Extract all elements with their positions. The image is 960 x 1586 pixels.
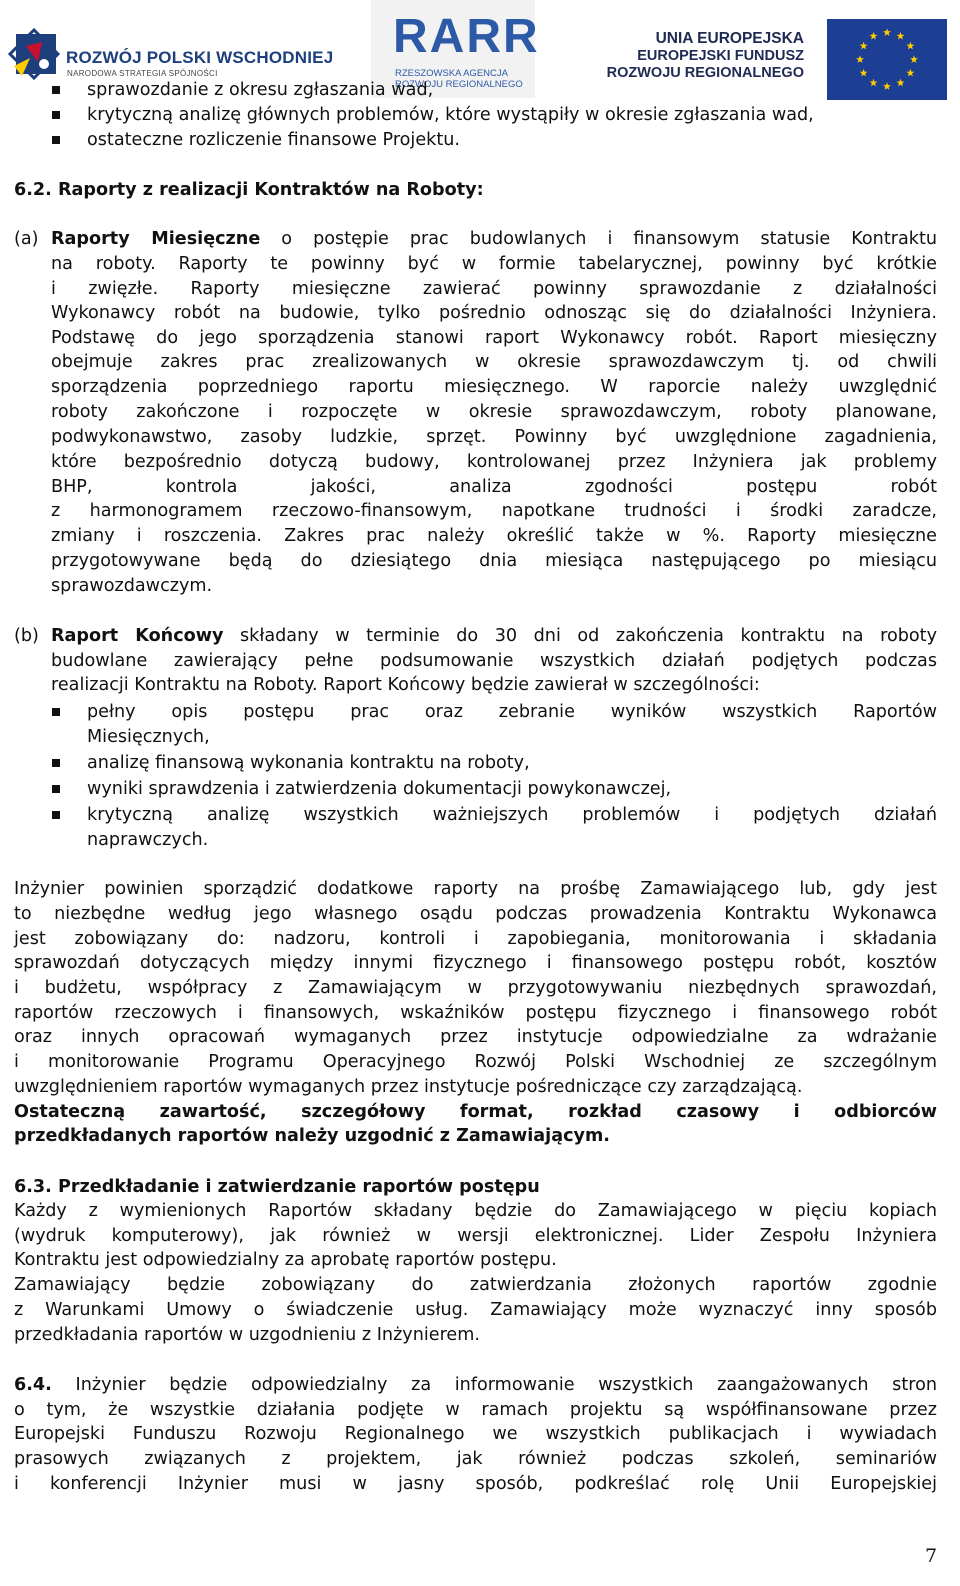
list-item-text: wyniki sprawdzenia i zatwierdzenia dokumentacji powykonawczej, [87, 779, 672, 799]
list-item-text: Miesięcznych, [87, 727, 210, 747]
list-item-text: sprawozdanie z okresu zgłaszania wad, [87, 80, 434, 100]
text-run: o postępie prac budowlanych i finansowym statusie Kontraktu [260, 229, 937, 249]
eu-text [607, 29, 804, 82]
paragraph-a-line: roboty zakończone i rozpoczęte w okresie sprawozdawczym, roboty planowane, [51, 402, 937, 422]
paragraph-a-line: przygotowywane będą do dziesiątego dnia miesiąca następującego po miesiącu [51, 551, 937, 571]
bullet-icon [52, 759, 60, 767]
paragraph-line: uwzględnieniem raportów wymaganych przez instytucje pośredniczące czy zarządzającą. [14, 1077, 803, 1097]
item-label-b: (b) [14, 626, 39, 646]
bold-term: Raport Końcowy [51, 626, 224, 646]
paragraph-line: Inżynier powinien sporządzić dodatkowe raporty na prośbę Zamawiającego lub, gdy jest [14, 879, 937, 899]
paragraph-a-line: zmiany i roszczenia. Zakres prac należy określić także w %. Raporty miesięczne [51, 526, 937, 546]
rarr-sub-line-2: ROZWOJU REGIONALNEGO [395, 79, 523, 90]
paragraph-line: i konferencji Inżynier musi w jasny sposób, podkreślać rolę Unii Europejskiej [14, 1474, 937, 1494]
paragraph-line: Każdy z wymienionych Raportów składany będzie do Zamawiającego w pięciu kopiach [14, 1201, 937, 1221]
bullet-icon [52, 86, 60, 94]
paragraph-a-line: podwykonawstwo, zasoby ludzkie, sprzęt. Powinny być uwzględnione zagadnienia, [51, 427, 937, 447]
paragraph-line: i monitorowanie Programu Operacyjnego Rozwój Polski Wschodniej ze szczególnym [14, 1052, 937, 1072]
paragraph-a-line: z harmonogramem rzeczowo-finansowym, napotkane trudności i środki zaradcze, [51, 501, 937, 521]
rarr-sub-line-1: RZESZOWSKA AGENCJA [395, 68, 508, 79]
paragraph-line: i budżetu, współpracy z Zamawiającym w przygotowywaniu niezbędnych sprawozdań, [14, 978, 937, 998]
paragraph-line: o tym, że wszystkie działania podjęte w ramach projektu są współfinansowane przez [14, 1400, 937, 1420]
paragraph-line: (wydruk komputerowy), jak również w wersji elektronicznej. Lider Zespołu Inżyniera [14, 1226, 937, 1246]
bullet-icon [52, 811, 60, 819]
section-6-4-line [14, 1373, 937, 1398]
paragraph-line: jest zobowiązany do: nadzoru, kontroli i zapobiegania, monitorowania i składania [14, 929, 937, 949]
list-item-text: naprawczych. [87, 830, 209, 850]
paragraph-b-line [51, 624, 937, 649]
paragraph-line: raportów rzeczowych i finansowych, wskaźników postępu fizycznego i finansowego robót [14, 1003, 937, 1023]
text-run: składany w terminie do 30 dni od zakończenia kontraktu na roboty [223, 626, 937, 646]
paragraph-a-line: sporządzenia poprzedniego raportu miesięcznego. W raporcie należy uwzględnić [51, 377, 937, 397]
paragraph-a-line: i zwięzłe. Raporty miesięczne zawierać powinny sprawozdanie z działalności [51, 279, 937, 299]
paragraph-line: Kontraktu jest odpowiedzialny za aprobatę raportów postępu. [14, 1250, 557, 1270]
bold-term: Raporty Miesięczne [51, 229, 261, 249]
item-label-a: (a) [14, 229, 39, 249]
paragraph-a-line: Podstawę do jego sporządzenia stanowi raport Wykonawcy robót. Raport miesięczny [51, 328, 937, 348]
rarr-name: RARR [393, 10, 540, 63]
paragraph-a-line: obejmuje zakres prac zrealizowanych w okresie sprawozdawczym tj. od chwili [51, 352, 937, 372]
eu-line-3: ROZWOJU REGIONALNEGO [606, 65, 804, 81]
eu-line-2: EUROPEJSKI FUNDUSZ [637, 48, 804, 64]
bullet-icon [52, 136, 60, 144]
paragraph-line: to niezbędne według jego własnego osądu podczas prowadzenia Kontraktu Wykonawca [14, 904, 937, 924]
section-number-6-4: 6.4. [14, 1375, 52, 1395]
paragraph-b-line: budowlane zawierający pełne podsumowanie wszystkich działań podjętych podczas [51, 651, 937, 671]
bullet-icon [52, 111, 60, 119]
rpw-title: ROZWÓJ POLSKI WSCHODNIEJ [66, 48, 334, 67]
paragraph-a-line: sprawozdawczym. [51, 576, 213, 596]
paragraph-line: Zamawiający będzie zobowiązany do zatwierdzania złożonych raportów zgodnie [14, 1275, 937, 1295]
paragraph-a-line: które bezpośrednio dotyczą budowy, kontrolowanej przez Inżyniera jak problemy [51, 452, 937, 472]
page-number: 7 [925, 1545, 938, 1567]
paragraph-line: prasowych związanych z projektem, jak również podczas szkoleń, seminariów [14, 1449, 937, 1469]
paragraph-b-line: realizacji Kontraktu na Roboty. Raport Końcowy będzie zawierał w szczególności: [51, 675, 760, 695]
list-item-text: analizę finansową wykonania kontraktu na roboty, [87, 753, 530, 773]
paragraph-a-line: BHP, kontrola jakości, analiza zgodności postępu robót [51, 477, 937, 497]
bullet-icon [52, 785, 60, 793]
list-item-text: ostateczne rozliczenie finansowe Projektu. [87, 130, 460, 150]
list-item-text: krytyczną analizę wszystkich ważniejszych problemów i podjętych działań [87, 805, 937, 825]
section-heading-6-3: 6.3. Przedkładanie i zatwierdzanie raportów postępu [14, 1177, 540, 1197]
list-item-text: krytyczną analizę głównych problemów, które wystąpiły w okresie zgłaszania wad, [87, 105, 814, 125]
text-run: Inżynier będzie odpowiedzialny za informowanie wszystkich zaangażowanych stron [51, 1375, 937, 1395]
section-heading-6-2: 6.2. Raporty z realizacji Kontraktów na Roboty: [14, 180, 484, 200]
bullet-icon [52, 708, 60, 716]
rpw-star-icon [8, 28, 60, 80]
paragraph-line: z Warunkami Umowy o świadczenie usług. Zamawiający może wyznaczyć inny sposób [14, 1300, 937, 1320]
eu-line-1: UNIA EUROPEJSKA [655, 30, 804, 47]
bold-paragraph-line: przedkładanych raportów należy uzgodnić z Zamawiającym. [14, 1126, 610, 1146]
bold-paragraph-line: Ostateczną zawartość, szczegółowy format, rozkład czasowy i odbiorców [14, 1102, 937, 1122]
rpw-subtitle: NARODOWA STRATEGIA SPÓJNOŚCI [67, 69, 218, 78]
paragraph-a-line: Wykonawcy robót na budowie, tylko pośrednio odnosząc się do działalności Inżyniera. [51, 303, 937, 323]
paragraph-line: Europejski Funduszu Rozwoju Regionalnego we wszystkich publikacjach i wywiadach [14, 1424, 937, 1444]
paragraph-line: oraz innych opracowań wymaganych przez instytucje odpowiedzialne za wdrażanie [14, 1027, 937, 1047]
paragraph-a-line [51, 227, 937, 252]
list-item-text: pełny opis postępu prac oraz zebranie wyników wszystkich Raportów [87, 702, 937, 722]
paragraph-line: sprawozdań dotyczących między innymi fizycznego i finansowego postępu robót, kosztów [14, 953, 937, 973]
paragraph-line: przedkładania raportów w uzgodnieniu z Inżynierem. [14, 1325, 480, 1345]
paragraph-a-line: na roboty. Raporty te powinny być w formie tabelarycznej, powinny być krótkie [51, 254, 937, 274]
